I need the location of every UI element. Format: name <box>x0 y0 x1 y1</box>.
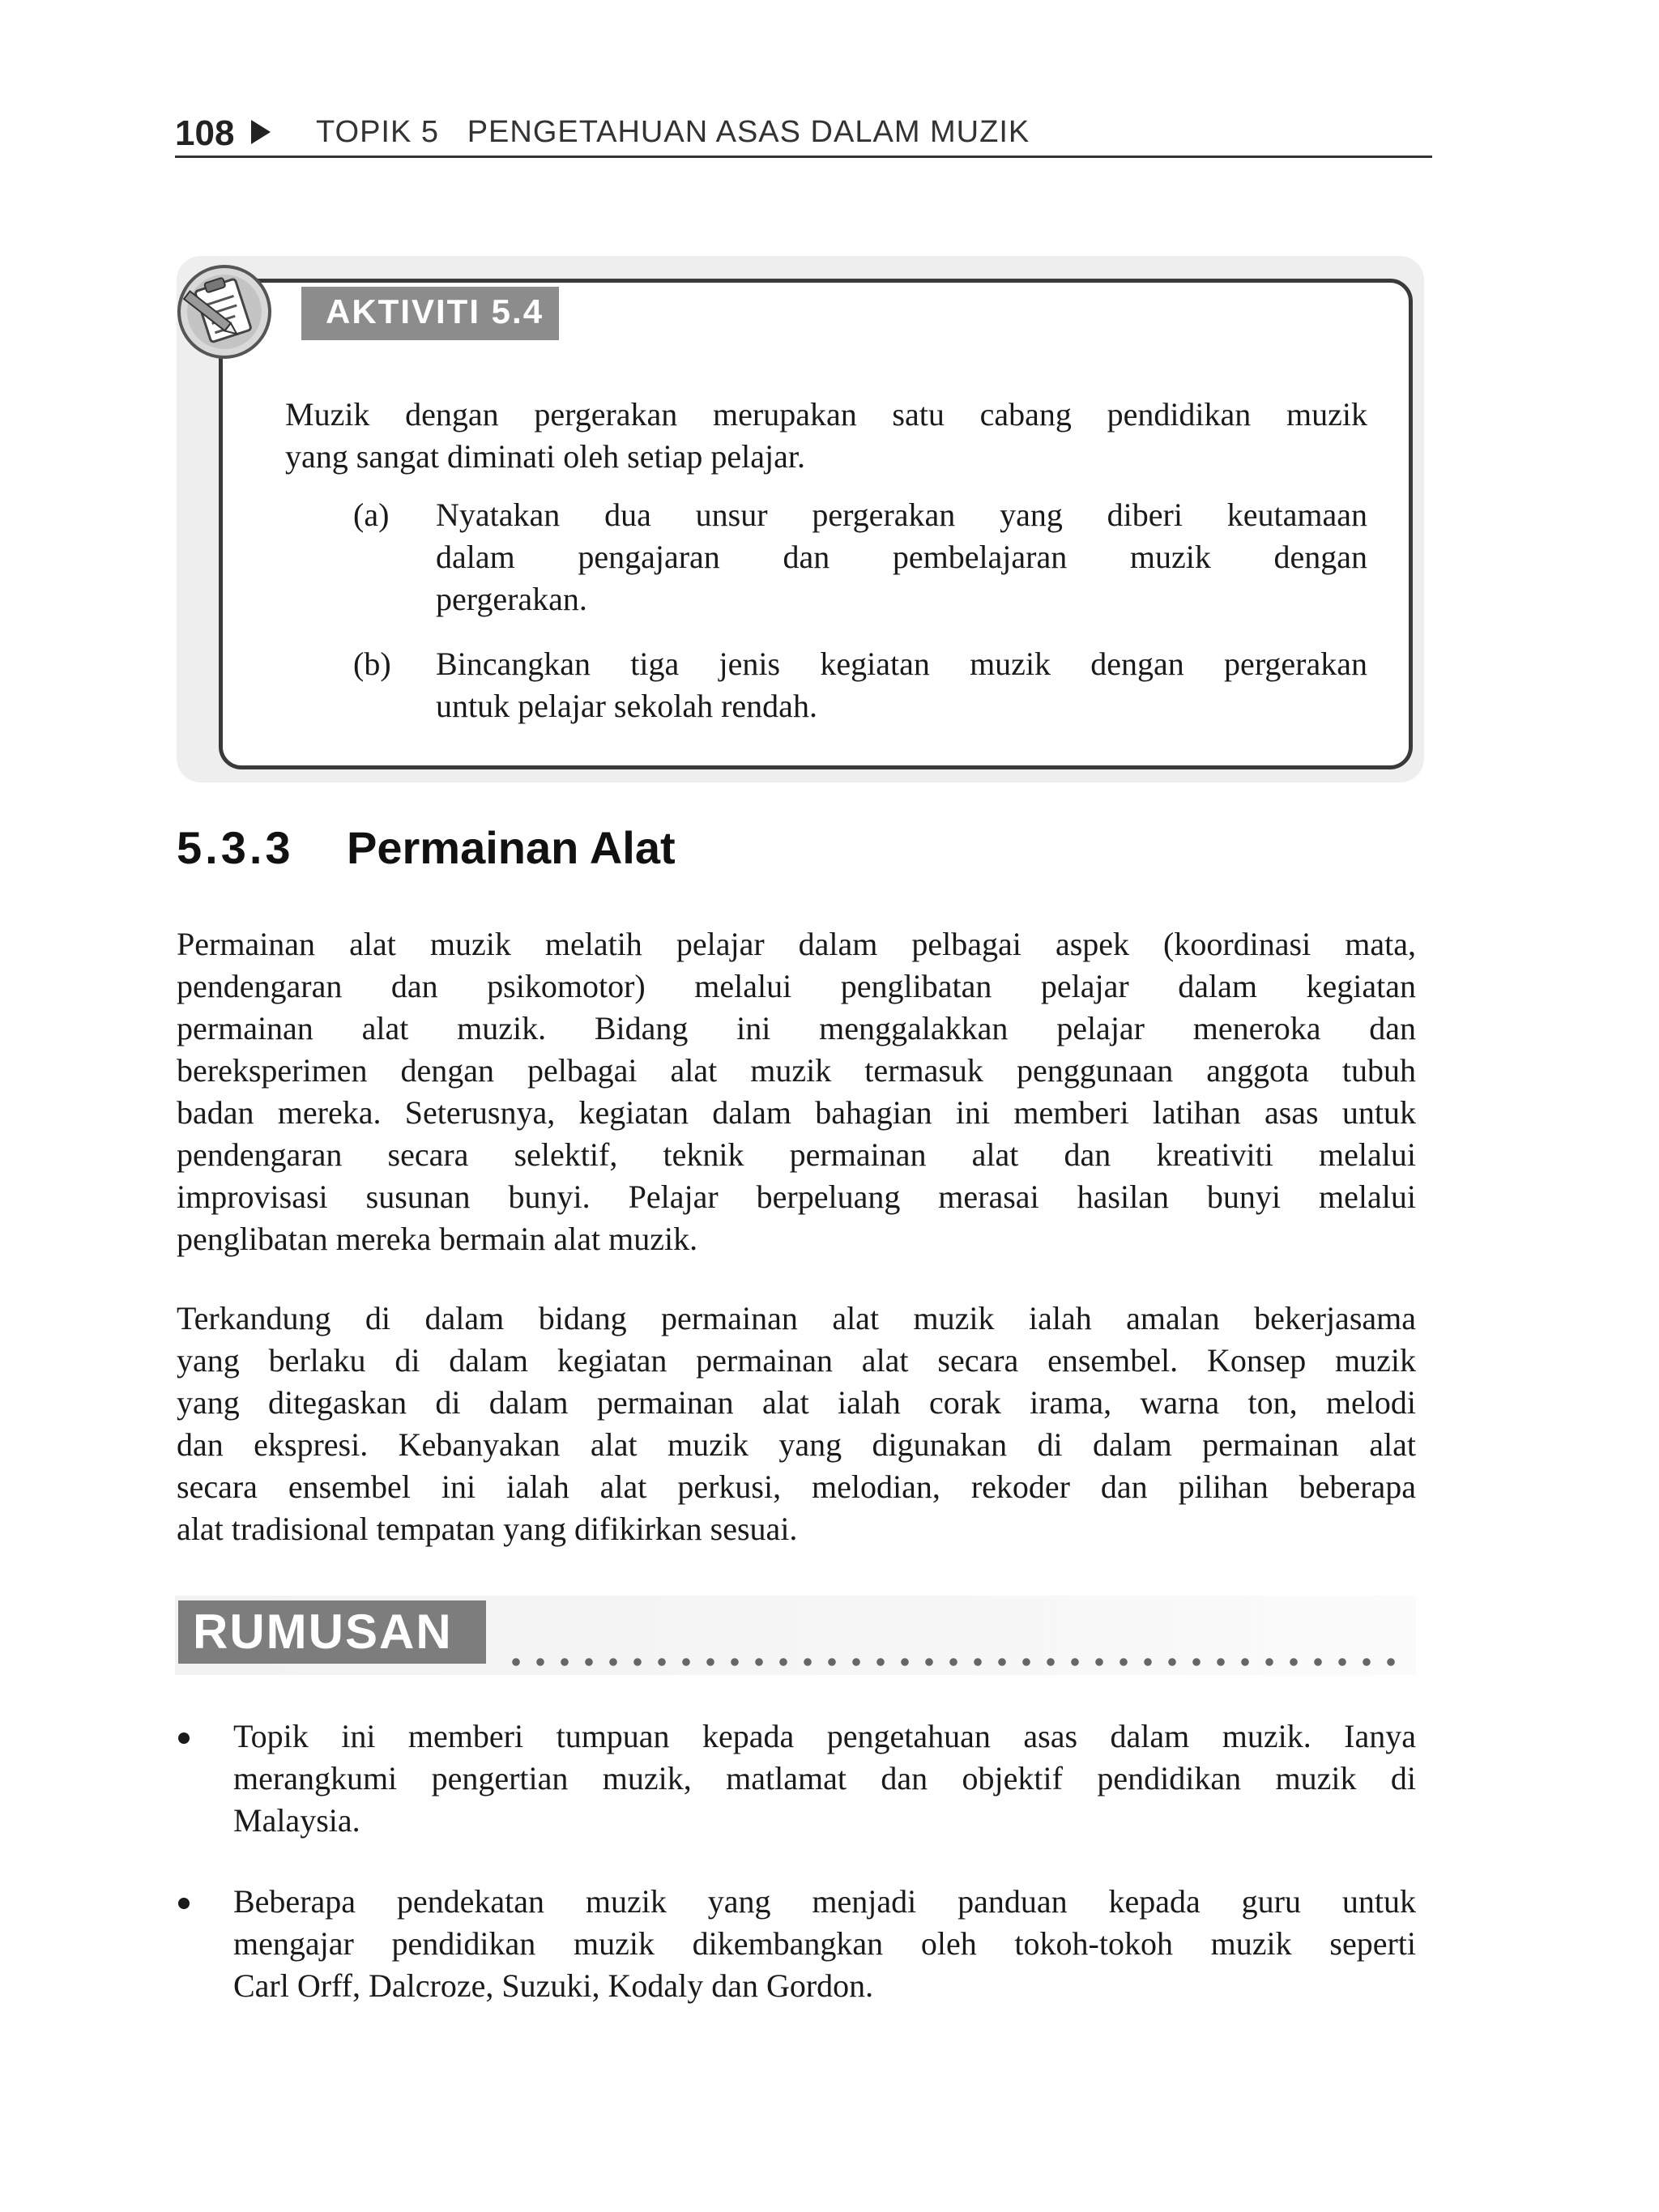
page-header <box>175 112 1432 158</box>
chapter-title: TOPIK 5 PENGETAHUAN ASAS DALAM MUZIK <box>316 115 1030 149</box>
summary-line: Beberapa pendekatan muzik yang menjadi panduan kepada guru untuk <box>233 1883 1416 1920</box>
clipboard-pencil-icon <box>175 262 274 361</box>
paragraph-line: badan mereka. Seterusnya, kegiatan dalam bahagian ini memberi latihan asas untuk <box>177 1094 1416 1131</box>
summary-line: Malaysia. <box>233 1802 360 1839</box>
paragraph-line: dan ekspresi. Kebanyakan alat muzik yang digunakan di dalam permainan alat <box>177 1426 1416 1463</box>
dotted-rule <box>504 1656 1411 1669</box>
activity-item-line: Nyatakan dua unsur pergerakan yang diberi keutamaan <box>436 497 1367 533</box>
paragraph-line: alat tradisional tempatan yang difikirkan sesuai. <box>177 1511 798 1547</box>
summary-line: mengajar pendidikan muzik dikembangkan oleh tokoh-tokoh muzik seperti <box>233 1925 1416 1962</box>
paragraph-line: yang berlaku di dalam kegiatan permainan alat secara ensembel. Konsep muzik <box>177 1342 1416 1379</box>
page-number: 108 <box>175 113 235 153</box>
activity-intro-line: Muzik dengan pergerakan merupakan satu cabang pendidikan muzik <box>285 396 1367 433</box>
paragraph-line: secara ensembel ini ialah alat perkusi, melodian, rekoder dan pilihan beberapa <box>177 1468 1416 1505</box>
rumusan-heading-block <box>178 1600 486 1664</box>
rumusan-heading: RUMUSAN <box>193 1605 453 1659</box>
activity-item-label: (b) <box>353 646 391 682</box>
section-title: Permainan Alat <box>347 822 676 873</box>
section-number: 5.3.3 <box>177 822 294 873</box>
summary-line: Carl Orff, Dalcroze, Suzuki, Kodaly dan Gordon. <box>233 1967 874 2004</box>
triangle-right-icon <box>251 120 271 144</box>
summary-line: Topik ini memberi tumpuan kepada pengetahuan asas dalam muzik. Ianya <box>233 1718 1416 1754</box>
bullet-icon <box>178 1898 190 1909</box>
paragraph-line: yang ditegaskan di dalam permainan alat ialah corak irama, warna ton, melodi <box>177 1384 1416 1421</box>
paragraph-line: Permainan alat muzik melatih pelajar dalam pelbagai aspek (koordinasi mata, <box>177 926 1416 962</box>
paragraph-line: permainan alat muzik. Bidang ini menggalakkan pelajar meneroka dan <box>177 1010 1416 1046</box>
activity-intro-line: yang sangat diminati oleh setiap pelajar. <box>285 438 806 475</box>
paragraph-line: bereksperimen dengan pelbagai alat muzik termasuk penggunaan anggota tubuh <box>177 1052 1416 1089</box>
activity-item-line: Bincangkan tiga jenis kegiatan muzik dengan pergerakan <box>436 646 1367 682</box>
activity-item-line: dalam pengajaran dan pembelajaran muzik dengan <box>436 539 1367 575</box>
paragraph-line: pendengaran secara selektif, teknik permainan alat dan kreativiti melalui <box>177 1136 1416 1173</box>
summary-line: merangkumi pengertian muzik, matlamat dan objektif pendidikan muzik di <box>233 1760 1416 1796</box>
paragraph-line: pendengaran dan psikomotor) melalui penglibatan pelajar dalam kegiatan <box>177 968 1416 1004</box>
activity-item-line: pergerakan. <box>436 581 587 617</box>
activity-tag-label: AKTIVITI 5.4 <box>326 292 544 330</box>
paragraph-line: Terkandung di dalam bidang permainan alat muzik ialah amalan bekerjasama <box>177 1300 1416 1336</box>
bullet-icon <box>178 1733 190 1744</box>
section-heading <box>177 821 676 874</box>
activity-item-line: untuk pelajar sekolah rendah. <box>436 688 817 724</box>
activity-item-label: (a) <box>353 497 390 533</box>
paragraph-line: penglibatan mereka bermain alat muzik. <box>177 1221 698 1257</box>
activity-tag <box>301 287 559 340</box>
paragraph-line: improvisasi susunan bunyi. Pelajar berpeluang merasai hasilan bunyi melalui <box>177 1178 1416 1215</box>
